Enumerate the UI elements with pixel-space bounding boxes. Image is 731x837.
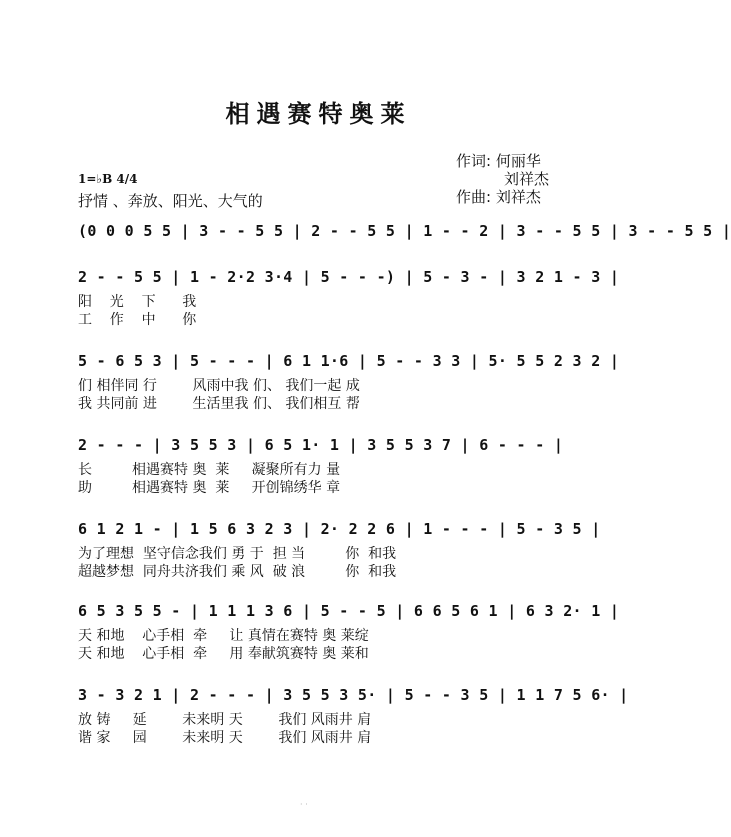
lyrics-verse-1: 们 相伴同 行 风雨中我 们、 我们一起 成 xyxy=(78,378,360,394)
tempo-marking: 抒情 、奔放、阳光、大气的 xyxy=(78,192,263,210)
lyrics-verse-2: 超越梦想 同舟共济我们 乘 风 破 浪 你 和我 xyxy=(78,564,397,580)
notation-line: 2 - - - | 3 5 5 3 | 6 5 1· 1 | 3 5 5 3 7 | 6 - - - | xyxy=(78,436,564,454)
key-signature: 1=♭B 4/4 xyxy=(78,172,138,186)
lyrics-verse-2: 谐 家 园 未来明 天 我们 风雨井 肩 xyxy=(78,730,372,746)
notation-line: 3 - 3 2 1 | 2 - - - | 3 5 5 3 5· | 5 - - 3 5 | 1 1 7 5 6· | xyxy=(78,686,629,704)
lyricist-name-1: 何丽华 xyxy=(495,152,541,170)
notation-line: 5 - 6 5 3 | 5 - - - | 6 1 1·6 | 5 - - 3 3 | 5· 5 5 2 3 2 | xyxy=(78,352,620,370)
lyrics-verse-2: 助 相遇赛特 奥 莱 开创锦绣华 章 xyxy=(78,480,341,496)
lyrics-verse-1: 阳 光 下 我 xyxy=(78,294,197,310)
lyrics-verse-2: 工 作 中 你 xyxy=(78,312,197,328)
lyrics-verse-2: 天 和地 心手相 牵 用 奉献筑赛特 奥 莱和 xyxy=(78,646,369,662)
credits-block xyxy=(456,152,549,206)
composer-name: 刘祥杰 xyxy=(495,188,541,206)
lyrics-verse-2: 我 共同前 进 生活里我 们、 我们相互 帮 xyxy=(78,396,360,412)
song-title: 相遇赛特奥莱 xyxy=(225,99,412,128)
lyrics-verse-1: 放 铸 延 未来明 天 我们 风雨井 肩 xyxy=(78,712,372,728)
composer-label: 作曲: xyxy=(456,188,492,206)
lyrics-verse-1: 为了理想 坚守信念我们 勇 于 担 当 你 和我 xyxy=(78,546,397,562)
lyrics-verse-1: 天 和地 心手相 牵 让 真情在赛特 奥 莱绽 xyxy=(78,628,369,644)
lyricist-name-2: 刘祥杰 xyxy=(504,170,550,188)
notation-line: 2 - - 5 5 | 1 - 2·2 3·4 | 5 - - -) | 5 - 3 - | 3 2 1 - 3 | xyxy=(78,268,620,286)
lyrics-verse-1: 长 相遇赛特 奥 莱 凝聚所有力 量 xyxy=(78,462,341,478)
lyricist-label: 作词: xyxy=(456,152,492,170)
notation-line: 6 5 3 5 5 - | 1 1 1 3 6 | 5 - - 5 | 6 6 5 6 1 | 6 3 2· 1 | xyxy=(78,602,620,620)
notation-line: 6 1 2 1 - | 1 5 6 3 2 3 | 2· 2 2 6 | 1 - - - | 5 - 3 5 | xyxy=(78,520,601,538)
notation-line: (0 0 0 5 5 | 3 - - 5 5 | 2 - - 5 5 | 1 - - 2 | 3 - - 5 5 | 3 - - 5 5 | xyxy=(78,222,731,240)
footer-mark: · · xyxy=(300,800,308,809)
